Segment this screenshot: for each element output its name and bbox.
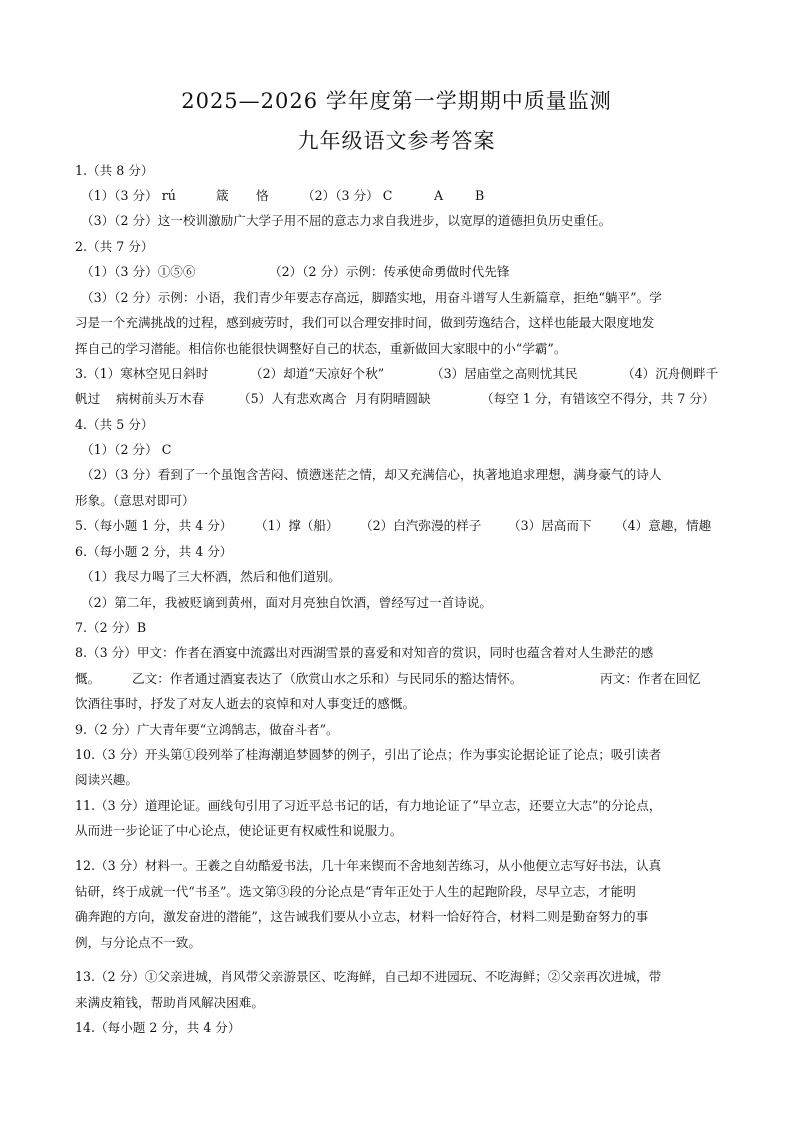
q9-line-1: 9.（2 分）广大青年要“立鸿鹄志，做奋斗者”。 <box>75 722 339 737</box>
q3-scoring-note: （每空 1 分，有错该空不得分，共 7 分） <box>481 391 715 406</box>
q2-line-3: 习是一个充满挑战的过程，感到疲劳时，我们可以合理安排时间，做到劳逸结合，这样也能最大限度地发 <box>75 315 655 330</box>
q3-part-5: 帆过 <box>75 391 101 406</box>
q13-line-1: 13.（2 分）①父亲进城，肖风带父亲游景区、吃海鲜，自己却不进园玩、不吃海鲜；②父亲再次进城，带 <box>75 969 662 984</box>
q6-line-2: （2）第二年，我被贬谪到黄州，面对月亮独自饮酒，曾经写过一首诗说。 <box>81 595 493 610</box>
q1-choice-b: B <box>475 188 485 203</box>
q2-part-1: （1）（3 分）①⑤⑥ <box>81 264 196 279</box>
q3-part-7: （5）人有悲欢离合 <box>238 391 347 406</box>
q6-head: 6.（每小题 2 分，共 4 分） <box>75 544 233 559</box>
q5-part-2: （2）白汽弥漫的样子 <box>360 518 482 533</box>
q3-part-1: 3.（1）寒林空见日斜时 <box>75 366 209 381</box>
q1-head: 1.（共 8 分） <box>75 163 154 178</box>
q5-part-3: （3）居高而下 <box>508 518 592 533</box>
q1-char-zhen: 箴 <box>216 188 229 203</box>
q4-line-2: （2）（3 分）看到了一个虽饱含苦闷、愤懑迷茫之情，却又充满信心，执著地追求理想，满身豪气的诗人 <box>81 467 662 482</box>
q14-head: 14.（每小题 2 分，共 4 分） <box>75 1020 241 1035</box>
q2-part-2: （2）（2 分）示例：传承使命勇做时代先锋 <box>269 264 510 279</box>
q1-line-2: （3）（2 分）这一校训激励广大学子用不屈的意志力求自我进步，以宽厚的道德担负历史重任。 <box>81 213 612 228</box>
q10-line-2: 阅读兴趣。 <box>75 772 138 787</box>
q13-line-2: 来满皮箱钱，帮助肖风解决困难。 <box>75 995 264 1010</box>
q5-part-1: （1）撑（船） <box>255 518 339 533</box>
q3-part-6: 病树前头万木春 <box>116 391 205 406</box>
q12-line-4: 例，与分论点不一致。 <box>75 935 201 950</box>
q8-line-3: 饮酒往事时，抒发了对友人逝去的哀悼和对人事变迁的感慨。 <box>75 696 416 711</box>
q1-choice-a: A <box>434 188 444 203</box>
q12-line-1: 12.（3 分）材料一。王羲之自幼酷爱书法，几十年来锲而不舍地刻苦练习，从小他便立志写好书法，认真 <box>75 858 662 873</box>
q4-line-1: （1）（2 分） C <box>81 442 172 457</box>
q12-line-2: 钻研，终于成就一代“书圣”。选文第③段的分论点是“青年正处于人生的起跑阶段，尽早立志，才能明 <box>75 884 636 899</box>
q4-line-3: 形象。（意思对即可） <box>75 493 195 508</box>
q1-part-2: （2）（3 分） C <box>302 188 393 203</box>
page-title: 2025—2026 学年度第一学期期中质量监测 <box>181 89 612 113</box>
q3-part-4: （4）沉舟侧畔千 <box>622 366 719 381</box>
q8-part-2: 乙文：作者通过酒宴表达了（欣赏山水之乐和）与民同乐的豁达情怀。 <box>132 671 523 686</box>
q7-line-1: 7.（2 分）B <box>75 620 147 635</box>
q2-line-2: （3）（2 分）示例：小语，我们青少年要志存高远，脚踏实地，用奋斗谱写人生新篇章，拒绝“躺平”。学 <box>81 290 662 305</box>
q1-part-1: （1）（3 分） rú <box>81 188 176 203</box>
q1-char-ke: 恪 <box>256 188 269 203</box>
q3-part-3: （3）居庙堂之高则忧其民 <box>431 366 578 381</box>
q8-part-3: 丙文：作者在回忆 <box>600 671 701 686</box>
q8-line-1: 8.（3 分）甲文：作者在酒宴中流露出对西湖雪景的喜爱和对知音的赏识，同时也蕴含着对人生渺茫的感 <box>75 645 654 660</box>
q11-line-1: 11.（3 分）道理论证。画线句引用了习近平总书记的话，有力地论证了“早立志，还要立大志”的分论点， <box>75 798 662 813</box>
q6-line-1: （1）我尽力喝了三大杯酒，然后和他们道别。 <box>81 569 341 584</box>
page-subtitle: 九年级语文参考答案 <box>297 129 496 153</box>
q11-line-2: 从而进一步论证了中心论点，使论证更有权威性和说服力。 <box>75 823 403 838</box>
q12-line-3: 确奔跑的方向，激发奋进的潜能”，这告诫我们要从小立志，材料一恰好符合，材料二则是勤奋努力的事 <box>75 909 649 924</box>
q3-part-8: 月有阴晴圆缺 <box>355 391 431 406</box>
q5-head: 5.（每小题 1 分，共 4 分） <box>75 518 233 533</box>
q2-line-4: 挥自己的学习潜能。相信你也能很快调整好自己的状态，重新做回大家眼中的小“学霸”。 <box>75 341 567 356</box>
q10-line-1: 10.（3 分）开头第①段列举了桂海潮追梦圆梦的例子，引出了论点；作为事实论据论证了论点；吸引读者 <box>75 747 662 762</box>
q2-head: 2.（共 7 分） <box>75 239 154 254</box>
q3-part-2: （2）却道“天凉好个秋” <box>250 366 385 381</box>
q5-part-4: （4）意趣，情趣 <box>615 518 712 533</box>
q8-part-1: 慨。 <box>75 671 101 686</box>
q4-head: 4.（共 5 分） <box>75 417 154 432</box>
